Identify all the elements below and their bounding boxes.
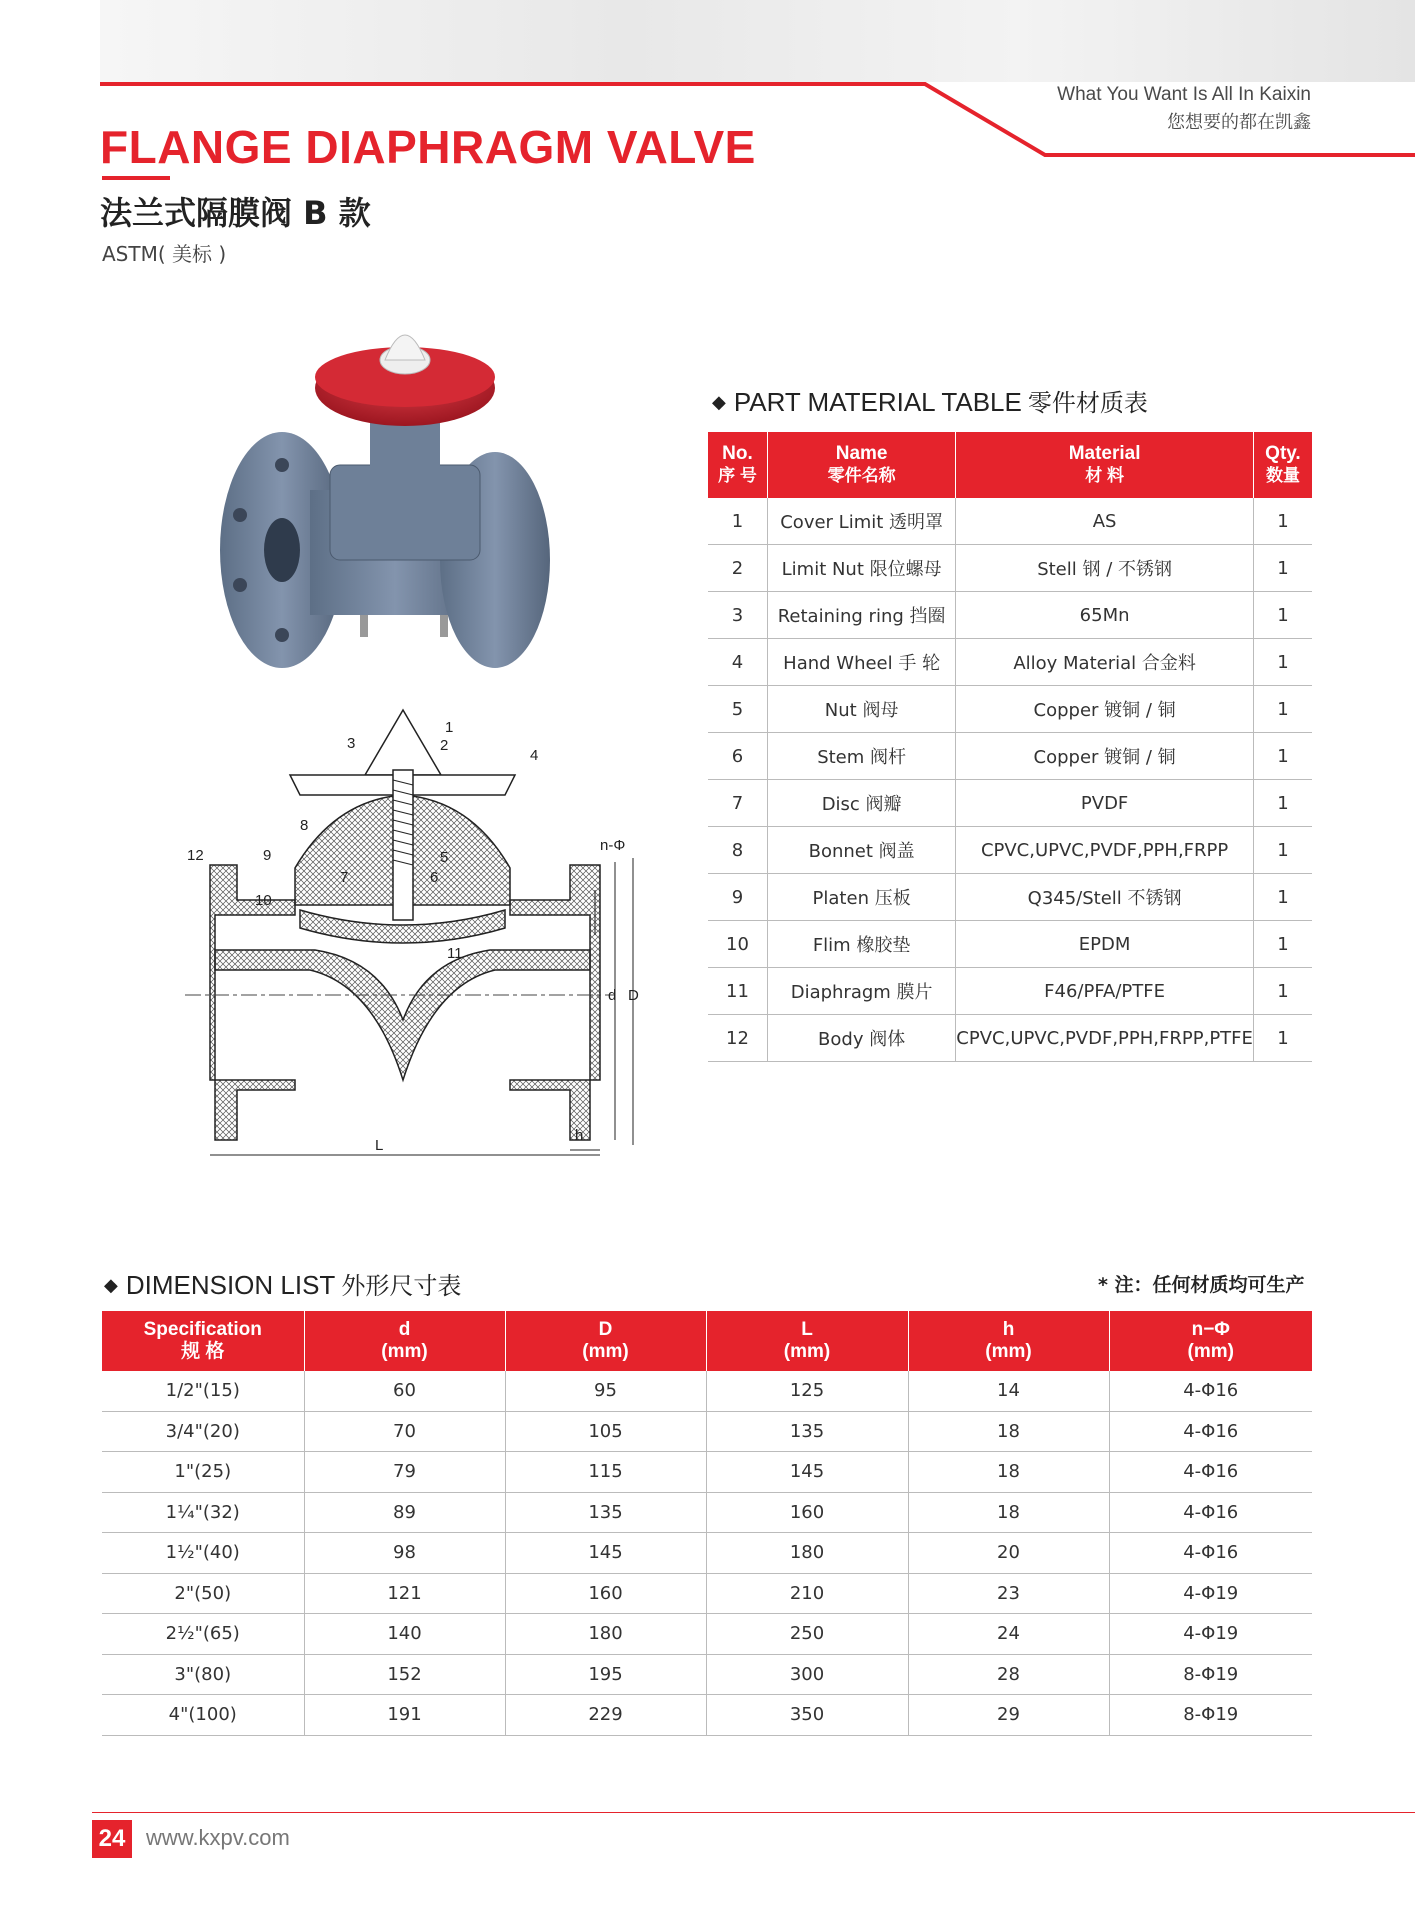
table-cell: Hand Wheel 手 轮 (767, 639, 955, 686)
table-row (102, 1492, 1312, 1533)
table-cell: 145 (706, 1452, 908, 1493)
table-cell: 195 (505, 1654, 706, 1695)
table-cell: 70 (304, 1411, 505, 1452)
valve-photo (210, 315, 550, 685)
diamond-bullet-icon: ◆ (712, 392, 726, 412)
table-cell: 229 (505, 1695, 706, 1736)
table-cell: 1 (1253, 921, 1312, 968)
table-cell: 4"(100) (102, 1695, 304, 1736)
table-cell: 3/4"(20) (102, 1411, 304, 1452)
table-cell: 140 (304, 1614, 505, 1655)
table-cell: Limit Nut 限位螺母 (767, 545, 955, 592)
diamond-bullet-icon: ◆ (104, 1275, 118, 1295)
table-cell: 1 (1253, 827, 1312, 874)
table-cell: 350 (706, 1695, 908, 1736)
dimension-heading-en: DIMENSION LIST (125, 1270, 336, 1300)
table-cell: 1 (1253, 968, 1312, 1015)
table-cell: 5 (708, 686, 767, 733)
table-cell: 2"(50) (102, 1573, 304, 1614)
table-cell: 1 (708, 498, 767, 545)
table-cell: EPDM (956, 921, 1254, 968)
table-row (708, 968, 1312, 1015)
table-cell: Flim 橡胶垫 (767, 921, 955, 968)
table-cell: Bonnet 阀盖 (767, 827, 955, 874)
table-cell: 1 (1253, 639, 1312, 686)
table-cell: PVDF (956, 780, 1254, 827)
part-table-heading-cn: 零件材质表 (1027, 390, 1148, 417)
table-cell: 191 (304, 1695, 505, 1736)
table-row (102, 1614, 1312, 1655)
table-cell: 152 (304, 1654, 505, 1695)
table-cell: 4-Φ19 (1109, 1614, 1312, 1655)
table-cell: 4-Φ16 (1109, 1452, 1312, 1493)
table-row (708, 874, 1312, 921)
tagline-en: What You Want Is All In Kaixin (1057, 84, 1311, 105)
col-header: Qty. 数量 (1253, 432, 1312, 498)
table-cell: Body 阀体 (767, 1015, 955, 1062)
table-row (708, 592, 1312, 639)
cross-section-drawing (175, 700, 665, 1160)
table-row (102, 1654, 1312, 1695)
table-cell: Alloy Material 合金料 (956, 639, 1254, 686)
table-cell: Copper 镀铜 / 铜 (956, 733, 1254, 780)
table-cell: 23 (908, 1573, 1109, 1614)
table-cell: Q345/Stell 不锈钢 (956, 874, 1254, 921)
table-cell: 1 (1253, 498, 1312, 545)
table-cell: 95 (505, 1371, 706, 1411)
table-cell: 4 (708, 639, 767, 686)
table-row (708, 827, 1312, 874)
dim-n-phi: n-Φ (600, 837, 626, 854)
title-underline (102, 176, 170, 180)
table-cell: CPVC,UPVC,PVDF,PPH,FRPP,PTFE (956, 1015, 1254, 1062)
table-cell: 18 (908, 1452, 1109, 1493)
table-cell: 3 (708, 592, 767, 639)
table-cell: 300 (706, 1654, 908, 1695)
footer-rule (92, 1812, 1415, 1813)
table-cell: 65Mn (956, 592, 1254, 639)
callout-12: 12 (187, 847, 204, 864)
callout-6: 6 (430, 869, 439, 886)
dim-h: h (575, 1127, 584, 1144)
dim-L: L (375, 1137, 384, 1154)
table-row (102, 1573, 1312, 1614)
table-cell: 12 (708, 1015, 767, 1062)
table-cell: 3"(80) (102, 1654, 304, 1695)
col-header: No. 序 号 (708, 432, 767, 498)
callout-3: 3 (347, 735, 356, 752)
table-cell: 105 (505, 1411, 706, 1452)
table-cell: 250 (706, 1614, 908, 1655)
table-cell: 1/2"(15) (102, 1371, 304, 1411)
table-cell: 29 (908, 1695, 1109, 1736)
table-row (708, 921, 1312, 968)
table-cell: 4-Φ16 (1109, 1492, 1312, 1533)
table-cell: Platen 压板 (767, 874, 955, 921)
page-title: FLANGE DIAPHRAGM VALVE (100, 121, 756, 173)
callout-2: 2 (440, 737, 449, 754)
table-cell: 1 (1253, 592, 1312, 639)
table-cell: F46/PFA/PTFE (956, 968, 1254, 1015)
col-header: Specification 规 格 (102, 1311, 304, 1371)
table-row (102, 1411, 1312, 1452)
dim-D-label: D (628, 987, 639, 1004)
part-material-table (708, 432, 1312, 1062)
col-header: Name 零件名称 (767, 432, 955, 498)
table-cell: Disc 阀瓣 (767, 780, 955, 827)
table-cell: 210 (706, 1573, 908, 1614)
table-cell: CPVC,UPVC,PVDF,PPH,FRPP (956, 827, 1254, 874)
table-cell: 1"(25) (102, 1452, 304, 1493)
page-subtitle: 法兰式隔膜阀 B 款 (100, 194, 371, 232)
table-cell: Stem 阀杆 (767, 733, 955, 780)
table-cell: 14 (908, 1371, 1109, 1411)
table-cell: 135 (505, 1492, 706, 1533)
table-cell: 9 (708, 874, 767, 921)
table-cell: 89 (304, 1492, 505, 1533)
table-cell: 125 (706, 1371, 908, 1411)
table-cell: 1 (1253, 686, 1312, 733)
table-cell: 1 (1253, 545, 1312, 592)
table-cell: 115 (505, 1452, 706, 1493)
table-cell: 160 (706, 1492, 908, 1533)
table-cell: 18 (908, 1492, 1109, 1533)
table-cell: 20 (908, 1533, 1109, 1574)
table-cell: 1 (1253, 874, 1312, 921)
col-header: D (mm) (505, 1311, 706, 1371)
table-cell: 8-Φ19 (1109, 1654, 1312, 1695)
table-row (708, 639, 1312, 686)
table-row (708, 498, 1312, 545)
page-number: 24 (92, 1820, 132, 1858)
table-cell: 10 (708, 921, 767, 968)
table-cell: Stell 钢 / 不锈钢 (956, 545, 1254, 592)
table-row (708, 1015, 1312, 1062)
table-cell: 60 (304, 1371, 505, 1411)
standard-label: ASTM( 美标 ) (102, 242, 227, 266)
table-row (102, 1371, 1312, 1411)
callout-10: 10 (255, 892, 272, 909)
table-cell: 180 (505, 1614, 706, 1655)
table-cell: 4-Φ16 (1109, 1533, 1312, 1574)
table-header-row (102, 1311, 1312, 1371)
material-note: * 注：任何材质均可生产 (1098, 1274, 1305, 1296)
table-cell: 28 (908, 1654, 1109, 1695)
table-cell: 4-Φ19 (1109, 1573, 1312, 1614)
callout-8: 8 (300, 817, 309, 834)
part-table-heading (712, 383, 1148, 418)
table-cell: 24 (908, 1614, 1109, 1655)
table-cell: Retaining ring 挡圈 (767, 592, 955, 639)
table-cell: 121 (304, 1573, 505, 1614)
table-row (102, 1533, 1312, 1574)
table-cell: 1 (1253, 1015, 1312, 1062)
callout-4: 4 (530, 747, 539, 764)
tagline (1057, 80, 1311, 136)
table-cell: Nut 阀母 (767, 686, 955, 733)
table-cell: 8-Φ19 (1109, 1695, 1312, 1736)
dimension-heading-cn: 外形尺寸表 (341, 1273, 462, 1300)
table-cell: Cover Limit 透明罩 (767, 498, 955, 545)
table-row (102, 1452, 1312, 1493)
table-cell: Diaphragm 膜片 (767, 968, 955, 1015)
table-row (102, 1695, 1312, 1736)
col-header: h (mm) (908, 1311, 1109, 1371)
table-row (708, 780, 1312, 827)
table-cell: 1¼"(32) (102, 1492, 304, 1533)
table-row (708, 545, 1312, 592)
table-cell: 2½"(65) (102, 1614, 304, 1655)
table-row (708, 733, 1312, 780)
table-row (708, 686, 1312, 733)
website-link[interactable]: www.kxpv.com (146, 1825, 290, 1850)
table-cell: 135 (706, 1411, 908, 1452)
table-cell: 160 (505, 1573, 706, 1614)
table-cell: AS (956, 498, 1254, 545)
table-cell: 8 (708, 827, 767, 874)
table-cell: 79 (304, 1452, 505, 1493)
table-cell: 1½"(40) (102, 1533, 304, 1574)
table-header-row (708, 432, 1312, 498)
table-cell: 98 (304, 1533, 505, 1574)
col-header: n−Φ (mm) (1109, 1311, 1312, 1371)
col-header: L (mm) (706, 1311, 908, 1371)
table-cell: Copper 镀铜 / 铜 (956, 686, 1254, 733)
callout-9: 9 (263, 847, 272, 864)
callout-1: 1 (445, 719, 454, 736)
tagline-cn: 您想要的都在凯鑫 (1167, 112, 1311, 133)
dim-d: d (608, 987, 617, 1004)
table-cell: 11 (708, 968, 767, 1015)
col-header: d (mm) (304, 1311, 505, 1371)
table-cell: 2 (708, 545, 767, 592)
col-header: Material 材 料 (956, 432, 1254, 498)
table-cell: 4-Φ16 (1109, 1371, 1312, 1411)
table-cell: 7 (708, 780, 767, 827)
table-cell: 1 (1253, 780, 1312, 827)
callout-11: 11 (447, 945, 463, 962)
table-cell: 180 (706, 1533, 908, 1574)
table-cell: 6 (708, 733, 767, 780)
callout-7: 7 (340, 869, 349, 886)
dimension-table (102, 1311, 1312, 1736)
dimension-heading (104, 1266, 461, 1301)
table-cell: 145 (505, 1533, 706, 1574)
table-cell: 4-Φ16 (1109, 1411, 1312, 1452)
table-cell: 18 (908, 1411, 1109, 1452)
part-table-heading-en: PART MATERIAL TABLE (733, 387, 1022, 417)
table-cell: 1 (1253, 733, 1312, 780)
callout-5: 5 (440, 849, 449, 866)
